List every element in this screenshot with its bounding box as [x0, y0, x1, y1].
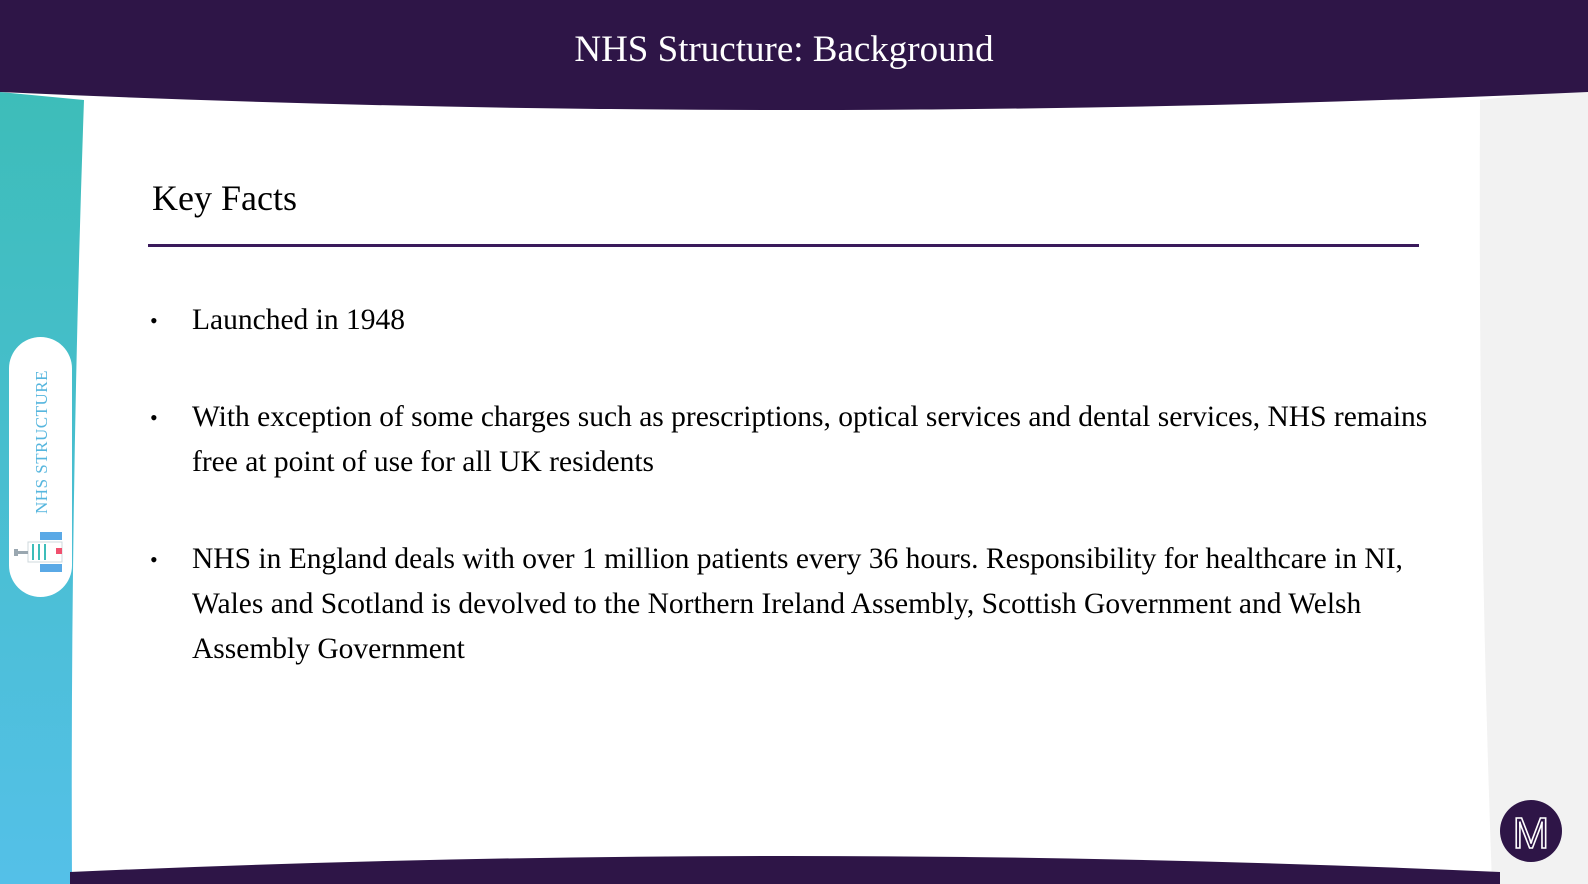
bullet-text: NHS in England deals with over 1 million patients every 36 hours. Responsibility for healthcare in NI, Wales and Scotland is devolved to the Northern Ireland Assembly, Scottish Government and Welsh Assembly Government [192, 543, 1403, 665]
key-facts-list [150, 298, 1440, 672]
list-item [150, 298, 1440, 343]
brand-logo [1500, 800, 1562, 862]
slide-title: NHS Structure: Background [574, 29, 994, 70]
side-section-label: NHS STRUCTURE [32, 370, 51, 514]
bullet-text: Launched in 1948 [192, 304, 405, 336]
section-heading: Key Facts [152, 178, 297, 218]
logo-letter: M [1512, 809, 1550, 858]
list-item [150, 537, 1440, 672]
bullet-text: With exception of some charges such as prescriptions, optical services and dental services, NHS remains free at point of use for all UK residents [192, 401, 1428, 478]
bullet-marker: • [150, 308, 158, 333]
hospital-icon [14, 530, 66, 576]
heading-divider [148, 244, 1419, 247]
bullet-marker: • [150, 405, 158, 430]
list-item [150, 395, 1440, 485]
footer-band [70, 856, 1500, 884]
bullet-marker: • [150, 547, 158, 572]
right-panel [1480, 88, 1588, 884]
